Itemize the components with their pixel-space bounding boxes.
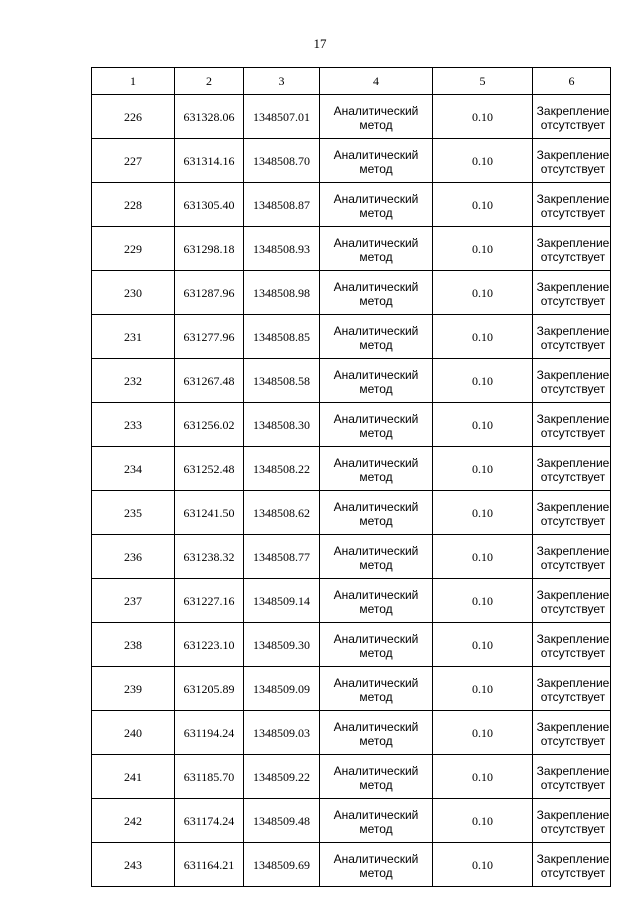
coordinates-table [91,67,611,887]
fixing-description-cell-line: отсутствует [540,514,606,528]
accuracy-cell: 0.10 [433,183,533,227]
method-cell-line: метод [359,646,393,660]
method-cell-line: метод [359,206,393,220]
x-coordinate-cell: 631238.32 [175,535,244,579]
y-coordinate-cell: 1348508.98 [244,271,320,315]
x-coordinate-cell: 631223.10 [175,623,244,667]
fixing-description-cell-line: отсутствует [540,602,606,616]
method-cell-line: Аналитический [333,368,419,382]
fixing-description-cell-line: отсутствует [540,690,606,704]
method-cell-line: Аналитический [333,456,419,470]
x-coordinate-cell: 631164.21 [175,843,244,887]
table-row [92,315,611,359]
fixing-description-cell [533,183,611,227]
accuracy-cell: 0.10 [433,491,533,535]
accuracy-cell: 0.10 [433,843,533,887]
fixing-description-cell-line: отсутствует [540,162,606,176]
fixing-description-cell-line: отсутствует [540,250,606,264]
x-coordinate-cell: 631298.18 [175,227,244,271]
method-cell-line: метод [359,690,393,704]
method-cell [320,843,433,887]
column-header: 3 [244,68,320,95]
column-header: 2 [175,68,244,95]
fixing-description-cell [533,403,611,447]
y-coordinate-cell: 1348509.48 [244,799,320,843]
table-row [92,403,611,447]
fixing-description-cell-line: отсутствует [540,734,606,748]
fixing-description-cell [533,271,611,315]
method-cell-line: метод [359,294,393,308]
accuracy-cell: 0.10 [433,359,533,403]
point-number-cell: 243 [92,843,175,887]
fixing-description-cell-line: отсутствует [540,206,606,220]
point-number-cell: 238 [92,623,175,667]
table-row [92,667,611,711]
fixing-description-cell-line: отсутствует [540,646,606,660]
point-number-cell: 242 [92,799,175,843]
y-coordinate-cell: 1348508.22 [244,447,320,491]
accuracy-cell: 0.10 [433,315,533,359]
x-coordinate-cell: 631305.40 [175,183,244,227]
fixing-description-cell-line: Закрепление [536,500,610,514]
fixing-description-cell-line: Закрепление [536,280,610,294]
table-row [92,711,611,755]
method-cell-line: Аналитический [333,544,419,558]
method-cell [320,403,433,447]
method-cell-line: метод [359,822,393,836]
method-cell [320,183,433,227]
table-row [92,359,611,403]
method-cell [320,359,433,403]
fixing-description-cell-line: Закрепление [536,104,610,118]
method-cell-line: метод [359,118,393,132]
point-number-cell: 239 [92,667,175,711]
point-number-cell: 236 [92,535,175,579]
table-row [92,579,611,623]
y-coordinate-cell: 1348508.70 [244,139,320,183]
column-header: 4 [320,68,433,95]
x-coordinate-cell: 631267.48 [175,359,244,403]
point-number-cell: 234 [92,447,175,491]
method-cell-line: метод [359,602,393,616]
y-coordinate-cell: 1348508.87 [244,183,320,227]
y-coordinate-cell: 1348508.58 [244,359,320,403]
method-cell-line: Аналитический [333,764,419,778]
fixing-description-cell-line: Закрепление [536,324,610,338]
table-row [92,95,611,139]
method-cell [320,491,433,535]
x-coordinate-cell: 631241.50 [175,491,244,535]
y-coordinate-cell: 1348508.77 [244,535,320,579]
y-coordinate-cell: 1348509.69 [244,843,320,887]
method-cell-line: Аналитический [333,148,419,162]
method-cell-line: Аналитический [333,104,419,118]
x-coordinate-cell: 631256.02 [175,403,244,447]
fixing-description-cell-line: отсутствует [540,470,606,484]
method-cell-line: Аналитический [333,412,419,426]
method-cell-line: Аналитический [333,852,419,866]
table-row [92,447,611,491]
method-cell-line: метод [359,162,393,176]
fixing-description-cell-line: Закрепление [536,588,610,602]
point-number-cell: 231 [92,315,175,359]
point-number-cell: 229 [92,227,175,271]
method-cell-line: метод [359,778,393,792]
y-coordinate-cell: 1348508.85 [244,315,320,359]
table-row [92,843,611,887]
point-number-cell: 240 [92,711,175,755]
table-row [92,183,611,227]
method-cell-line: метод [359,426,393,440]
table-row [92,535,611,579]
fixing-description-cell-line: отсутствует [540,822,606,836]
fixing-description-cell [533,623,611,667]
x-coordinate-cell: 631314.16 [175,139,244,183]
fixing-description-cell-line: отсутствует [540,118,606,132]
point-number-cell: 241 [92,755,175,799]
x-coordinate-cell: 631205.89 [175,667,244,711]
method-cell-line: метод [359,514,393,528]
x-coordinate-cell: 631252.48 [175,447,244,491]
fixing-description-cell-line: Закрепление [536,720,610,734]
accuracy-cell: 0.10 [433,139,533,183]
fixing-description-cell-line: отсутствует [540,778,606,792]
x-coordinate-cell: 631185.70 [175,755,244,799]
fixing-description-cell-line: Закрепление [536,764,610,778]
method-cell [320,95,433,139]
fixing-description-cell [533,799,611,843]
accuracy-cell: 0.10 [433,227,533,271]
method-cell-line: Аналитический [333,720,419,734]
method-cell [320,271,433,315]
point-number-cell: 237 [92,579,175,623]
y-coordinate-cell: 1348509.03 [244,711,320,755]
fixing-description-cell [533,535,611,579]
method-cell [320,227,433,271]
accuracy-cell: 0.10 [433,95,533,139]
accuracy-cell: 0.10 [433,447,533,491]
accuracy-cell: 0.10 [433,579,533,623]
method-cell [320,711,433,755]
x-coordinate-cell: 631174.24 [175,799,244,843]
method-cell-line: метод [359,558,393,572]
fixing-description-cell [533,579,611,623]
table-row [92,799,611,843]
method-cell-line: Аналитический [333,280,419,294]
table-row [92,271,611,315]
method-cell-line: метод [359,250,393,264]
y-coordinate-cell: 1348509.09 [244,667,320,711]
accuracy-cell: 0.10 [433,667,533,711]
fixing-description-cell [533,711,611,755]
fixing-description-cell-line: Закрепление [536,236,610,250]
fixing-description-cell [533,447,611,491]
fixing-description-cell-line: Закрепление [536,148,610,162]
fixing-description-cell-line: отсутствует [540,338,606,352]
column-header: 5 [433,68,533,95]
fixing-description-cell-line: Закрепление [536,544,610,558]
table-row [92,491,611,535]
point-number-cell: 232 [92,359,175,403]
page-number: 17 [313,36,327,51]
fixing-description-cell [533,139,611,183]
fixing-description-cell-line: отсутствует [540,866,606,880]
method-cell [320,139,433,183]
y-coordinate-cell: 1348509.30 [244,623,320,667]
fixing-description-cell [533,755,611,799]
method-cell-line: Аналитический [333,676,419,690]
x-coordinate-cell: 631277.96 [175,315,244,359]
fixing-description-cell-line: отсутствует [540,294,606,308]
method-cell [320,799,433,843]
method-cell-line: Аналитический [333,808,419,822]
point-number-cell: 230 [92,271,175,315]
table-row [92,227,611,271]
method-cell [320,535,433,579]
accuracy-cell: 0.10 [433,755,533,799]
column-header: 6 [533,68,611,95]
method-cell-line: метод [359,734,393,748]
method-cell-line: Аналитический [333,324,419,338]
fixing-description-cell-line: Закрепление [536,808,610,822]
x-coordinate-cell: 631194.24 [175,711,244,755]
x-coordinate-cell: 631328.06 [175,95,244,139]
accuracy-cell: 0.10 [433,623,533,667]
accuracy-cell: 0.10 [433,403,533,447]
y-coordinate-cell: 1348507.01 [244,95,320,139]
fixing-description-cell-line: отсутствует [540,558,606,572]
table-body [92,68,611,887]
column-header: 1 [92,68,175,95]
y-coordinate-cell: 1348508.30 [244,403,320,447]
point-number-cell: 235 [92,491,175,535]
fixing-description-cell [533,491,611,535]
y-coordinate-cell: 1348508.62 [244,491,320,535]
fixing-description-cell [533,843,611,887]
method-cell [320,623,433,667]
fixing-description-cell [533,667,611,711]
table-row [92,139,611,183]
y-coordinate-cell: 1348508.93 [244,227,320,271]
y-coordinate-cell: 1348509.14 [244,579,320,623]
fixing-description-cell-line: отсутствует [540,382,606,396]
accuracy-cell: 0.10 [433,271,533,315]
table-row [92,623,611,667]
point-number-cell: 227 [92,139,175,183]
method-cell-line: Аналитический [333,588,419,602]
fixing-description-cell [533,359,611,403]
method-cell-line: Аналитический [333,192,419,206]
fixing-description-cell-line: Закрепление [536,456,610,470]
table-header-row [92,68,611,95]
x-coordinate-cell: 631287.96 [175,271,244,315]
fixing-description-cell [533,227,611,271]
fixing-description-cell [533,315,611,359]
x-coordinate-cell: 631227.16 [175,579,244,623]
fixing-description-cell [533,95,611,139]
method-cell [320,755,433,799]
point-number-cell: 226 [92,95,175,139]
method-cell-line: метод [359,470,393,484]
fixing-description-cell-line: Закрепление [536,632,610,646]
fixing-description-cell-line: отсутствует [540,426,606,440]
method-cell-line: Аналитический [333,632,419,646]
point-number-cell: 233 [92,403,175,447]
method-cell [320,579,433,623]
fixing-description-cell-line: Закрепление [536,676,610,690]
fixing-description-cell-line: Закрепление [536,368,610,382]
table-row [92,755,611,799]
accuracy-cell: 0.10 [433,535,533,579]
method-cell-line: Аналитический [333,500,419,514]
point-number-cell: 228 [92,183,175,227]
fixing-description-cell-line: Закрепление [536,192,610,206]
method-cell-line: Аналитический [333,236,419,250]
fixing-description-cell-line: Закрепление [536,852,610,866]
fixing-description-cell-line: Закрепление [536,412,610,426]
method-cell [320,667,433,711]
accuracy-cell: 0.10 [433,799,533,843]
method-cell [320,315,433,359]
method-cell-line: метод [359,866,393,880]
y-coordinate-cell: 1348509.22 [244,755,320,799]
method-cell [320,447,433,491]
method-cell-line: метод [359,338,393,352]
accuracy-cell: 0.10 [433,711,533,755]
method-cell-line: метод [359,382,393,396]
